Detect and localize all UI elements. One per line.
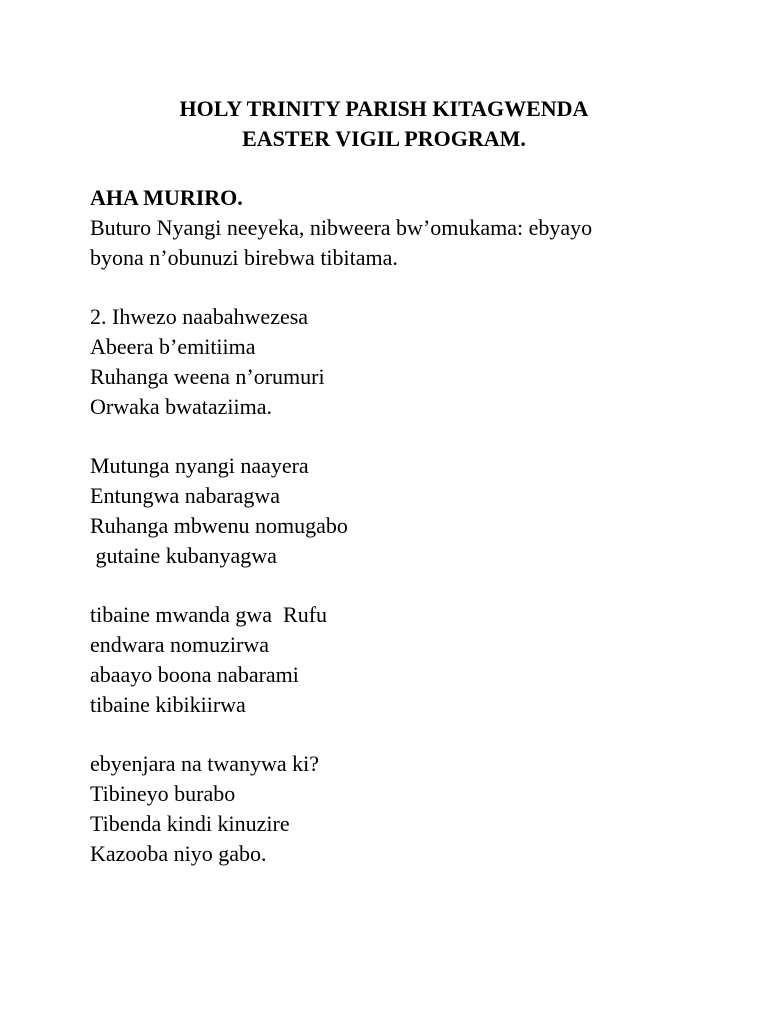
stanza-2 xyxy=(90,451,690,571)
stanza-line: Orwaka bwataziima. xyxy=(90,394,273,419)
stanza-line: 2. Ihwezo naabahwezesa xyxy=(90,304,309,329)
document-title-line-2: EASTER VIGIL PROGRAM. xyxy=(242,126,526,151)
stanza-line: Abeera b’emitiima xyxy=(90,334,256,359)
stanza-line: endwara nomuzirwa xyxy=(90,632,269,657)
intro-line: byona n’obunuzi birebwa tibitama. xyxy=(90,245,398,270)
stanza-line: Kazooba niyo gabo. xyxy=(90,841,267,866)
stanza-line: Tibineyo burabo xyxy=(90,781,236,806)
stanza-line: tibaine mwanda gwa Rufu xyxy=(90,602,328,627)
stanza-line: abaayo boona nabarami xyxy=(90,662,299,687)
stanza-line: Tibenda kindi kinuzire xyxy=(90,811,290,836)
stanza-line: ebyenjara na twanywa ki? xyxy=(90,751,320,776)
document-title-line-1: HOLY TRINITY PARISH KITAGWENDA xyxy=(179,96,589,121)
stanza-line: Entungwa nabaragwa xyxy=(90,483,280,508)
stanza-line: tibaine kibikiirwa xyxy=(90,692,246,717)
stanza-1 xyxy=(90,302,690,422)
section-heading: AHA MURIRO. xyxy=(90,185,243,210)
stanza-line: Ruhanga weena n’orumuri xyxy=(90,364,325,389)
stanza-line: Mutunga nyangi naayera xyxy=(90,453,309,478)
stanza-4 xyxy=(90,749,690,869)
stanza-line: Ruhanga mbwenu nomugabo xyxy=(90,513,348,538)
intro-section xyxy=(90,183,690,273)
intro-line: Buturo Nyangi neeyeka, nibweera bw’omukama: ebyayo xyxy=(90,215,593,240)
stanza-line: gutaine kubanyagwa xyxy=(90,543,277,568)
stanza-3 xyxy=(90,600,690,720)
